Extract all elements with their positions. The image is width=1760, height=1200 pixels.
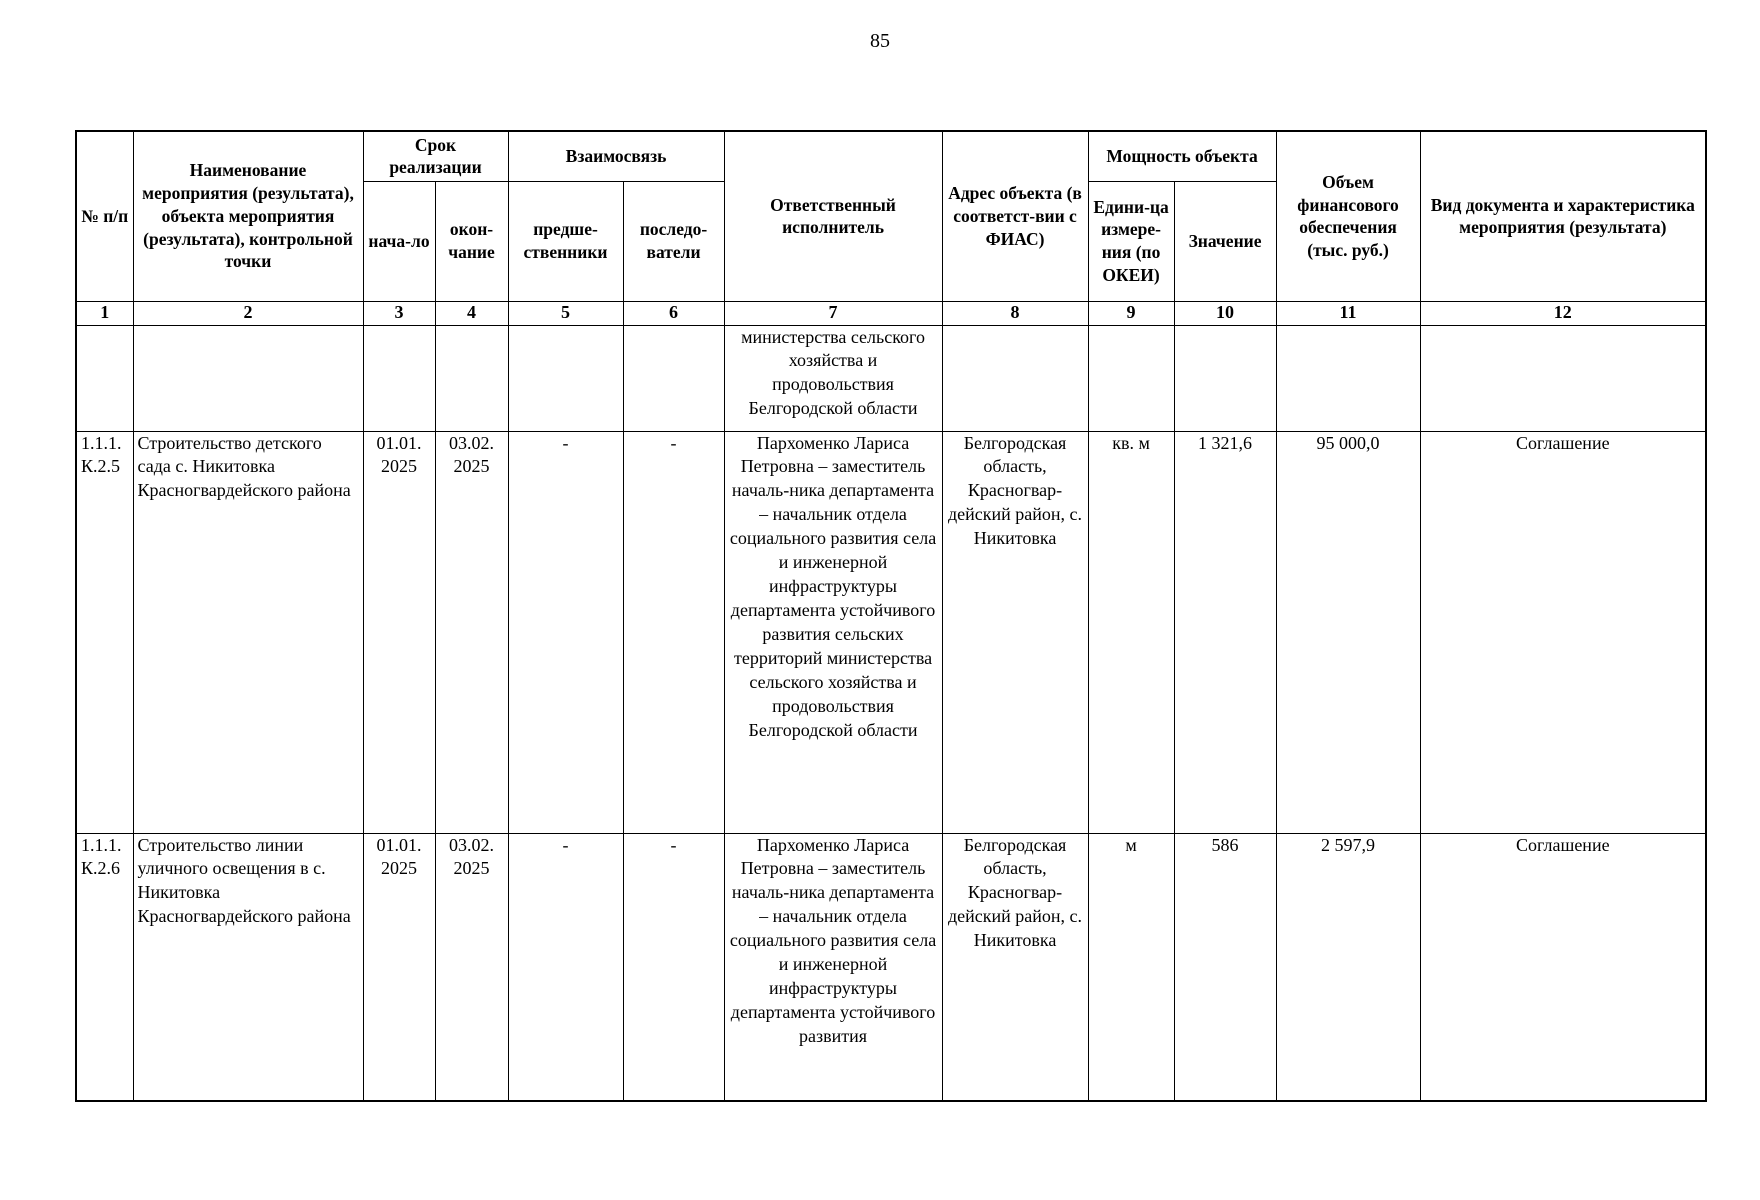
header-term-start: нача-ло xyxy=(363,181,435,301)
row-predecessors: - xyxy=(508,833,623,1101)
header-term: Срок реализации xyxy=(363,131,508,181)
table-row xyxy=(76,431,1706,833)
column-number: 9 xyxy=(1088,301,1174,325)
header-doc-type: Вид документа и характеристика мероприятия (результата) xyxy=(1420,131,1706,301)
page-number: 85 xyxy=(870,30,890,52)
row-value: 586 xyxy=(1174,833,1276,1101)
continuation-row xyxy=(76,325,1706,431)
column-number: 8 xyxy=(942,301,1088,325)
column-number: 12 xyxy=(1420,301,1706,325)
column-number: 2 xyxy=(133,301,363,325)
row-address: Белгородская область, Красногвар-дейский район, с. Никитовка xyxy=(942,431,1088,833)
header-successors: последо-ватели xyxy=(623,181,724,301)
measures-table xyxy=(75,130,1707,1102)
header-term-end: окон-чание xyxy=(435,181,508,301)
header-address: Адрес объекта (в соответст-вии с ФИАС) xyxy=(942,131,1088,301)
header-relation: Взаимосвязь xyxy=(508,131,724,181)
row-num: 1.1.1. К.2.5 xyxy=(76,431,133,833)
row-name: Строительство детского сада с. Никитовка Красногвардейского района xyxy=(133,431,363,833)
column-number: 6 xyxy=(623,301,724,325)
column-numbers-row xyxy=(76,301,1706,325)
row-responsible: Пархоменко Лариса Петровна – заместитель началь-ника департамента – начальник отдела социального развития села и инженерной инфраструктуры департамента устойчивого развития xyxy=(724,833,942,1101)
column-number: 5 xyxy=(508,301,623,325)
row-predecessors: - xyxy=(508,431,623,833)
row-responsible: Пархоменко Лариса Петровна – заместитель началь-ника департамента – начальник отдела социального развития села и инженерной инфраструктуры департамента устойчивого развития сельских территорий министерства сельского хозяйства и продовольствия Белгородской области xyxy=(724,431,942,833)
row-start: 01.01. 2025 xyxy=(363,431,435,833)
row-value: 1 321,6 xyxy=(1174,431,1276,833)
header-unit: Едини-ца измере-ния (по ОКЕИ) xyxy=(1088,181,1174,301)
row-end: 03.02. 2025 xyxy=(435,431,508,833)
table-row xyxy=(76,833,1706,1101)
row-doc-type: Соглашение xyxy=(1420,431,1706,833)
row-successors: - xyxy=(623,833,724,1101)
column-number: 11 xyxy=(1276,301,1420,325)
row-finance: 2 597,9 xyxy=(1276,833,1420,1101)
header-predecessors: предше-ственники xyxy=(508,181,623,301)
header-capacity: Мощность объекта xyxy=(1088,131,1276,181)
header-num: № п/п xyxy=(76,131,133,301)
column-number: 4 xyxy=(435,301,508,325)
row-unit: кв. м xyxy=(1088,431,1174,833)
header-finance: Объем финансового обеспечения (тыс. руб.) xyxy=(1276,131,1420,301)
header-value: Значение xyxy=(1174,181,1276,301)
column-number: 3 xyxy=(363,301,435,325)
row-end: 03.02. 2025 xyxy=(435,833,508,1101)
row-doc-type: Соглашение xyxy=(1420,833,1706,1101)
column-number: 10 xyxy=(1174,301,1276,325)
continuation-responsible: министерства сельского хозяйства и продовольствия Белгородской области xyxy=(724,325,942,431)
row-name: Строительство линии уличного освещения в с. Никитовка Красногвардейского района xyxy=(133,833,363,1101)
row-unit: м xyxy=(1088,833,1174,1101)
column-number: 7 xyxy=(724,301,942,325)
header-responsible: Ответственный исполнитель xyxy=(724,131,942,301)
row-start: 01.01. 2025 xyxy=(363,833,435,1101)
row-num: 1.1.1. К.2.6 xyxy=(76,833,133,1101)
row-address: Белгородская область, Красногвар-дейский район, с. Никитовка xyxy=(942,833,1088,1101)
header-name: Наименование мероприятия (результата), объекта мероприятия (результата), контрольной точки xyxy=(133,131,363,301)
column-number: 1 xyxy=(76,301,133,325)
row-finance: 95 000,0 xyxy=(1276,431,1420,833)
row-successors: - xyxy=(623,431,724,833)
